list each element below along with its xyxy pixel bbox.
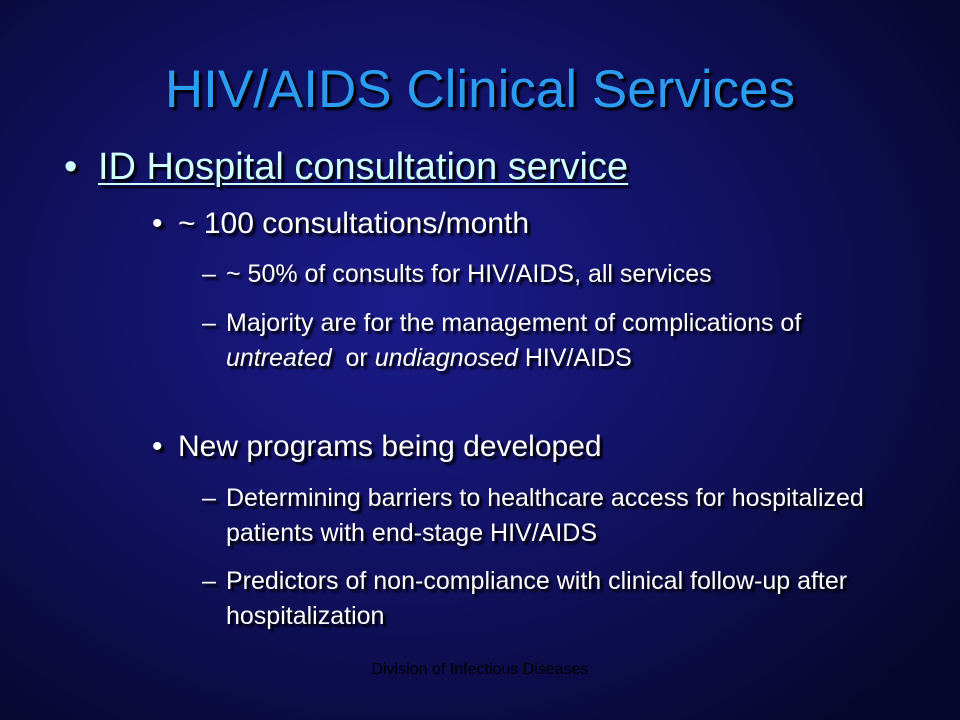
text-run: or: [331, 344, 375, 372]
section2-item-1-text: Determining barriers to healthcare access for hospitalized patients with end-stage HIV/AIDS: [226, 484, 864, 547]
bullet-marker: •: [64, 146, 78, 188]
dash-marker: –: [202, 260, 216, 288]
dash-marker: –: [202, 484, 216, 512]
slide-footer: Division of Infectious Diseases: [371, 661, 589, 678]
dash-marker: –: [202, 309, 216, 337]
main-bullet: [64, 144, 628, 190]
text-run: Majority are for the management of complications of: [226, 309, 802, 337]
dash-marker: –: [202, 567, 216, 595]
main-bullet-text: ID Hospital consultation service: [98, 146, 629, 188]
section1-item-1: [202, 257, 892, 292]
section2-heading-text: New programs being developed: [178, 430, 602, 463]
section2-item-2: [202, 564, 892, 634]
slide-title: HIV/AIDS Clinical Services: [164, 60, 796, 119]
bullet-marker: •: [152, 430, 163, 463]
section1-heading-text: ~ 100 consultations/month: [178, 207, 530, 240]
section2-heading: [152, 429, 602, 465]
section2-item-1: [202, 481, 892, 551]
section1-item-1-text: ~ 50% of consults for HIV/AIDS, all services: [226, 260, 712, 288]
section1-item-2: [202, 306, 892, 376]
emphasis-undiagnosed: undiagnosed: [374, 344, 518, 372]
section1-heading: [152, 206, 529, 242]
section1-item-2-text: [202, 306, 892, 376]
text-run: HIV/AIDS: [517, 344, 632, 372]
bullet-marker: •: [152, 207, 163, 240]
section2-item-2-text: Predictors of non-compliance with clinical follow-up after hospitalization: [226, 567, 848, 630]
emphasis-untreated: untreated: [226, 344, 332, 372]
